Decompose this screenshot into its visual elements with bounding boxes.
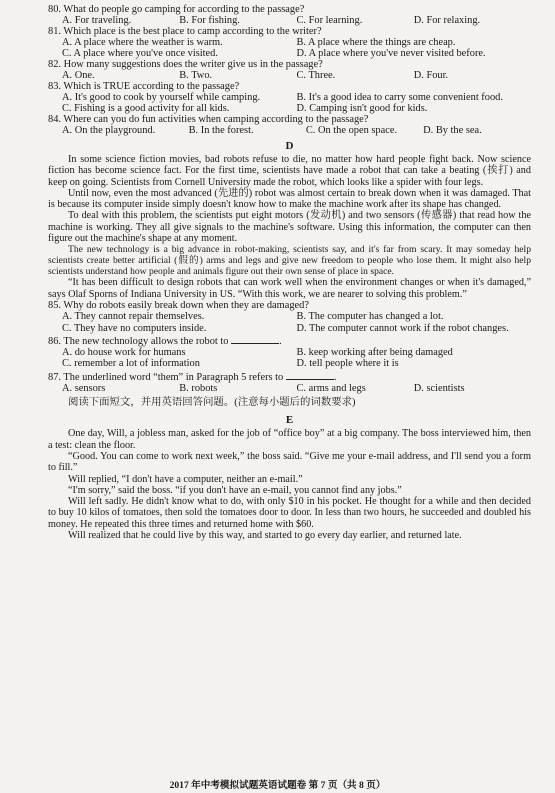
option: A. It's good to cook by yourself while camping. bbox=[62, 92, 261, 103]
question-84: 84. Where can you do fun activities when camping according to the passage? bbox=[48, 114, 369, 125]
option: B. A place where the things are cheap. bbox=[296, 37, 456, 48]
question-83: 83. Which is TRUE according to the passage? bbox=[48, 81, 240, 92]
options-84 bbox=[48, 125, 531, 136]
option: B. keep working after being damaged bbox=[296, 347, 453, 359]
option: C. Fishing is a good activity for all kids. bbox=[62, 103, 230, 114]
section-d-title: D bbox=[285, 140, 294, 152]
options-81a bbox=[48, 37, 531, 48]
paragraph: In some science fiction movies, bad robots refuse to die, no matter how hard people fight back. Now science fiction has become science fact. For the first time, scientists have made a robot that can take a beating (挨打) and keep on going. Scientists from Cornell University made the robot, which looks like a spider with four legs. bbox=[48, 154, 531, 188]
question-85: 85. Why do robots easily break down when they are damaged? bbox=[48, 299, 309, 311]
option: A. sensors bbox=[62, 383, 106, 395]
question-87-end: . bbox=[333, 371, 337, 383]
question-81: 81. Which place is the best place to camp according to the writer? bbox=[48, 26, 322, 37]
section-d-questions bbox=[48, 300, 531, 394]
option: B. The computer has changed a lot. bbox=[296, 311, 444, 323]
option: D. A place where you've never visited before. bbox=[296, 48, 486, 59]
paragraph: One day, Will, a jobless man, asked for the job of “office boy” at a big company. The boss interviewed him, then a test: clean the floor. bbox=[48, 428, 531, 451]
section-e-instruction: 阅读下面短文，并用英语回答问题。(注意每小题后的词数要求) bbox=[68, 397, 356, 409]
option: D. Camping isn't good for kids. bbox=[296, 103, 428, 114]
section-d-passage bbox=[48, 154, 531, 300]
options-85a bbox=[48, 311, 531, 322]
answer-blank bbox=[286, 370, 334, 380]
question-80: 80. What do people go camping for according to the passage? bbox=[48, 4, 305, 15]
paragraph: The new technology is a big advance in robot-making, scientists say, and it's far from scary. It may someday help scientists create better artificial (假的) arms and legs and give new freedom to people who lose them. It might also help scientists understand how people and animals figure out their own sense of place in space. bbox=[48, 244, 531, 278]
options-80 bbox=[48, 15, 531, 26]
options-83b bbox=[48, 103, 531, 114]
section-e-passage bbox=[48, 428, 531, 541]
paragraph: Will realized that he could live by this way, and started to go every day earlier, and returned late. bbox=[68, 530, 462, 542]
option: B. In the forest. bbox=[188, 125, 254, 136]
question-87-text: 87. The underlined word “them” in Paragraph 5 refers to bbox=[48, 371, 284, 383]
option: B. Two. bbox=[179, 70, 213, 81]
option: A. A place where the weather is warm. bbox=[62, 37, 223, 48]
option: D. tell people where it is bbox=[296, 358, 399, 370]
paragraph: Until now, even the most advanced (先进的) robot was almost certain to break down when it was damaged. That is because its computer inside simply doesn't know how to make the machine work after its shape has changed. bbox=[48, 187, 531, 211]
option: A. They cannot repair themselves. bbox=[62, 311, 205, 323]
question-82: 82. How many suggestions does the writer give us in the passage? bbox=[48, 59, 323, 70]
option: A. On the playground. bbox=[62, 125, 156, 136]
option: D. For relaxing. bbox=[413, 15, 481, 26]
page-footer: 2017 年中考模拟试题英语试题卷 第 7 页（共 8 页） bbox=[169, 780, 386, 791]
question-86-end: . bbox=[279, 335, 282, 347]
option: A. One. bbox=[62, 70, 95, 81]
options-86b bbox=[48, 358, 531, 369]
paragraph: “It has been difficult to design robots that can work well when the environment changes or when it's damaged,” says Olaf Sporns of Indiana University in US. “With this work, we are nearer to solving this problem.” bbox=[48, 277, 531, 300]
options-83a bbox=[48, 92, 531, 103]
option: A. For traveling. bbox=[62, 15, 132, 26]
option: C. On the open space. bbox=[305, 125, 398, 136]
options-87 bbox=[48, 383, 531, 394]
option: C. arms and legs bbox=[296, 383, 366, 395]
option: D. The computer cannot work if the robot changes. bbox=[296, 322, 509, 334]
option: B. It's a good idea to carry some convenient food. bbox=[296, 92, 503, 103]
questions-top bbox=[48, 4, 531, 136]
option: A. do house work for humans bbox=[62, 347, 186, 359]
option: D. scientists bbox=[413, 383, 465, 395]
options-82 bbox=[48, 70, 531, 81]
option: D. By the sea. bbox=[423, 125, 482, 136]
paragraph: “I'm sorry,” said the boss. “if you don't have an e-mail, you cannot find any jobs.” bbox=[68, 484, 402, 496]
option: C. They have no computers inside. bbox=[62, 322, 207, 334]
option: B. robots bbox=[179, 383, 218, 395]
paragraph: Will left sadly. He didn't know what to do, with only $10 in his pocket. He thought for a while and then decided to buy 10 kilos of tomatoes, then sold the tomatoes door to door. In less than two hours, he succeeded and doubled his money. He repeated this three times and returned home with $60. bbox=[48, 496, 531, 530]
option: C. A place where you've once visited. bbox=[62, 48, 218, 59]
option: C. remember a lot of information bbox=[62, 358, 200, 370]
paragraph: To deal with this problem, the scientists put eight motors (发动机) and two sensors (传感器) that read how the machine is working. They all give signals to the machine's software. Using this information, the computer can then figure out the machine's shape at any moment. bbox=[48, 210, 531, 245]
options-81b bbox=[48, 48, 531, 59]
question-86-text: 86. The new technology allows the robot to bbox=[48, 335, 229, 347]
option: C. For learning. bbox=[296, 15, 363, 26]
option: B. For fishing. bbox=[179, 15, 240, 26]
question-87 bbox=[48, 370, 531, 383]
paragraph: “Good. You can come to work next week,” the boss said. “Give me your e-mail address, and I'll send you a form to fill.” bbox=[48, 450, 531, 474]
answer-blank bbox=[231, 334, 279, 344]
question-86 bbox=[48, 334, 531, 347]
options-85b bbox=[48, 323, 531, 334]
option: C. Three. bbox=[296, 70, 336, 81]
options-86a bbox=[48, 347, 531, 358]
paragraph: Will replied, “I don't have a computer, neither an e-mail.” bbox=[68, 473, 303, 485]
option: D. Four. bbox=[413, 70, 449, 81]
section-e-title: E bbox=[285, 414, 294, 427]
